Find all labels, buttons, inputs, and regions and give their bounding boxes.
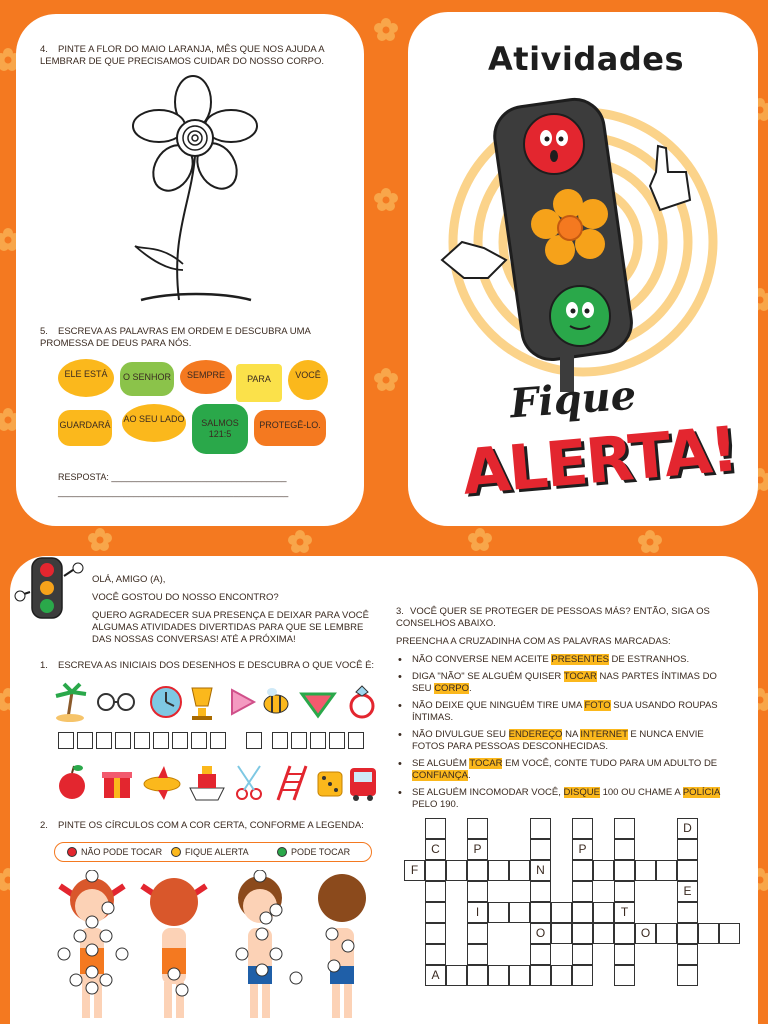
crossword-cell[interactable] [614,860,635,881]
crossword-cell[interactable] [656,923,677,944]
ring-icon [351,686,373,717]
crossword-cell[interactable] [509,965,530,986]
letter-box[interactable] [246,732,262,749]
green-light-face [550,286,610,346]
question-1-text: ESCREVA AS INICIAIS DOS DESENHOS E DESCUBRA O QUE VOCÊ É: [58,660,375,671]
cover-fique: Fique [508,371,638,428]
crossword-cell[interactable] [551,902,572,923]
crossword-cell[interactable] [467,860,488,881]
crossword-cell[interactable]: I [467,902,488,923]
boy-front-figure [238,876,282,1018]
letter-box[interactable] [310,732,326,749]
crossword-cell[interactable] [467,818,488,839]
crossword-cell[interactable] [614,818,635,839]
crossword-cell[interactable] [488,860,509,881]
question-1: 1. ESCREVA AS INICIAIS DOS DESENHOS E DESCUBRA O QUE VOCÊ É: [40,660,375,671]
dice-icon [318,772,342,796]
advice-item: • SE ALGUÉM TOCAR EM VOCÊ, CONTE TUDO PARA UM ADULTO DE CONFIANÇA. [396,758,731,782]
play-icon [232,690,254,714]
crossword-cell[interactable] [593,902,614,923]
bubble-sempre: SEMPRE [180,360,232,394]
crossword-cell[interactable] [488,902,509,923]
flower-drawing[interactable] [131,74,261,306]
crossword-cell[interactable] [719,923,740,944]
crossword-cell[interactable] [551,965,572,986]
bubble-protege-lo: PROTEGÊ-LO. [254,410,326,446]
red-dot-icon [67,847,77,857]
crossword-cell[interactable]: F [404,860,425,881]
crossword-cell[interactable] [572,944,593,965]
question-4-text: PINTE A FLOR DO MAIO LARANJA, MÊS QUE NOS AJUDA A LEMBRAR DE QUE PRECISAMOS CUIDAR DO NOSSO CORPO. [40,44,325,67]
crossword-cell[interactable]: C [425,839,446,860]
crossword-cell[interactable] [509,902,530,923]
palm-tree-icon [56,684,86,722]
crossword-cell[interactable] [572,965,593,986]
bus-icon [350,768,376,801]
crossword-cell[interactable] [446,965,467,986]
panel-questions-4-5 [16,14,364,526]
crossword-cell[interactable]: N [530,860,551,881]
bee-icon [264,688,288,713]
gift-icon [102,772,132,798]
crossword-cell[interactable] [677,923,698,944]
answer-line-2[interactable]: ______________________________________________ [58,487,289,497]
crossword-cell[interactable] [425,923,446,944]
crossword-cell[interactable]: D [677,818,698,839]
crossword-cell[interactable] [530,902,551,923]
intro-text: QUERO AGRADECER SUA PRESENÇA E DEIXAR PARA VOCÊ ALGUMAS ATIVIDADES DIVERTIDAS PARA QUE SE LEMBRE DAS NOSSAS CONVERSAS! ATÉ A PRÓXIMA! [92,610,369,645]
question-5: 5. ESCREVA AS PALAVRAS EM ORDEM E DESCUBRA UMA PROMESSA DE DEUS PARA NÓS. [40,326,311,349]
crossword-cell[interactable]: O [530,923,551,944]
advice-item: • NÃO DEIXE QUE NINGUÉM TIRE UMA FOTO SUA USANDO ROUPAS ÍNTIMAS. [396,700,731,724]
question-2-text: PINTE OS CÍRCULOS COM A COR CERTA, CONFORME A LEGENDA: [58,820,364,831]
bubble-voce: VOCÊ [288,360,328,400]
crossword-cell[interactable] [677,944,698,965]
boat-icon [190,766,224,800]
children-body-figures [50,870,380,1020]
letter-box[interactable] [77,732,93,749]
crossword-cell[interactable] [467,881,488,902]
crossword-cell[interactable] [530,818,551,839]
advice-item: • NÃO DIVULGUE SEU ENDEREÇO NA INTERNET E NUNCA ENVIE FOTOS PARA PESSOAS DESCONHECIDAS. [396,729,731,753]
crossword-cell[interactable]: A [425,965,446,986]
crossword-cell[interactable] [425,860,446,881]
crossword-cell[interactable] [572,902,593,923]
trophy-icon [192,688,212,720]
crossword-cell[interactable] [593,923,614,944]
glasses-icon [98,694,134,710]
red-light-face [524,114,584,174]
bubble-o-senhor: O SENHOR [120,362,174,396]
letter-box[interactable] [58,732,74,749]
question-5-text: ESCREVA AS PALAVRAS EM ORDEM E DESCUBRA UMA PROMESSA DE DEUS PARA NÓS. [40,326,311,349]
crossword-cell[interactable] [530,944,551,965]
answer-line-1[interactable]: RESPOSTA: ___________________________________ [58,472,287,482]
crossword-cell[interactable] [656,860,677,881]
crossword-cell[interactable] [467,965,488,986]
crossword-cell[interactable]: P [467,839,488,860]
bubble-para: PARA [236,364,282,402]
letter-box[interactable] [348,732,364,749]
crossword-cell[interactable] [425,881,446,902]
cover-alerta: ALERTA! [459,412,740,509]
apple-icon [59,765,85,799]
airplane-icon [144,766,180,800]
question-3: 3. VOCÊ QUER SE PROTEGER DE PESSOAS MÁS? ENTÃO, SIGA OS CONSELHOS ABAIXO. PREENCHA A CRUZADINHA COM AS PALAVRAS MARCADAS: • NÃO CONVERSE NEM ACEITE PRESENTES DE ESTRANHOS. • DIGA "NÃO" SE ALGUÉM QUISER TOCAR NAS PARTES ÍNTIMAS DO SEU CORPO. • NÃO DEIXE QUE NINGUÉM TIRE UMA FOTO SUA USANDO ROUPAS ÍNTIMAS. • NÃO DIVULGUE SEU ENDEREÇO NA INTERNET E NUNCA ENVIE FOTOS PARA PESSOAS DESCONHECIDAS. • SE ALGUÉM TOCAR EM VOCÊ, CONTE TUDO PARA UM ADULTO DE CONFIANÇA. • SE ALGUÉM INCOMODAR VOCÊ, DISQUE 100 OU CHAME A POLÍCIA PELO 190. [396,606,731,816]
legend-item-red: NÃO PODE TOCAR [67,847,162,857]
q1-icons-bottom [50,760,380,804]
crossword-cell[interactable] [572,818,593,839]
crossword-cell[interactable] [635,860,656,881]
crossword-cell[interactable] [677,965,698,986]
crossword-cell[interactable] [677,902,698,923]
crossword-cell[interactable] [467,944,488,965]
q1-icons-top [50,680,380,724]
letter-box[interactable] [134,732,150,749]
letter-box[interactable] [115,732,131,749]
legend-item-green: PODE TOCAR [277,847,350,857]
crossword-cell[interactable]: E [677,881,698,902]
letter-box[interactable] [272,732,288,749]
crossword-cell[interactable] [614,923,635,944]
question-4: 4. PINTE A FLOR DO MAIO LARANJA, MÊS QUE NOS AJUDA A LEMBRAR DE QUE PRECISAMOS CUIDAR DO NOSSO CORPO. [40,44,325,67]
crossword-cell[interactable] [614,944,635,965]
crossword-cell[interactable] [467,923,488,944]
advice-list [396,654,731,811]
intro-question: VOCÊ GOSTOU DO NOSSO ENCONTRO? [92,592,279,603]
intro-greeting: OLÁ, AMIGO (A), [92,574,166,585]
crossword-cell[interactable] [446,860,467,881]
clock-icon [151,687,181,717]
bubble-ao-seu-lado: AO SEU LADO [122,404,186,442]
question-3-instruction: PREENCHA A CRUZADINHA COM AS PALAVRAS MARCADAS: [396,636,671,647]
crossword-cell[interactable]: P [572,839,593,860]
watermelon-icon [302,694,334,716]
crossword-cell[interactable] [530,881,551,902]
color-legend [54,842,372,862]
crossword-cell[interactable] [425,902,446,923]
crossword-cell[interactable]: O [635,923,656,944]
letter-box[interactable] [191,732,207,749]
intro-message [92,574,382,652]
green-dot-icon [277,847,287,857]
advice-item: • NÃO CONVERSE NEM ACEITE PRESENTES DE ESTRANHOS. [396,654,731,666]
crossword-cell[interactable] [509,860,530,881]
letter-box[interactable] [172,732,188,749]
question-3-intro: VOCÊ QUER SE PROTEGER DE PESSOAS MÁS? ENTÃO, SIGA OS CONSELHOS ABAIXO. [396,606,710,629]
traffic-light-illustration [428,92,738,392]
crossword-cell[interactable] [572,923,593,944]
letter-box[interactable] [210,732,226,749]
crossword-cell[interactable] [614,881,635,902]
crossword-cell[interactable] [677,860,698,881]
bubble-ele-esta: ELE ESTÁ [58,359,114,397]
crossword-cell[interactable]: T [614,902,635,923]
bubble-salmos: SALMOS 121:5 [192,404,248,454]
advice-item: • DIGA "NÃO" SE ALGUÉM QUISER TOCAR NAS PARTES ÍNTIMAS DO SEU CORPO. [396,671,731,695]
crossword-cell[interactable] [551,923,572,944]
yellow-dot-icon [171,847,181,857]
crossword-cell[interactable] [425,818,446,839]
bubble-guardara: GUARDARÁ [58,410,112,446]
letter-box[interactable] [153,732,169,749]
crossword-cell[interactable] [614,965,635,986]
crossword-cell[interactable] [614,839,635,860]
panel-cover [408,12,758,526]
crossword-cell[interactable] [677,839,698,860]
letter-box[interactable] [291,732,307,749]
crossword-cell[interactable] [530,965,551,986]
question-2: 2. PINTE OS CÍRCULOS COM A COR CERTA, CONFORME A LEGENDA: [40,820,364,831]
letter-box[interactable] [329,732,345,749]
crossword-cell[interactable] [572,860,593,881]
advice-item: • SE ALGUÉM INCOMODAR VOCÊ, DISQUE 100 OU CHAME A POLÍCIA PELO 190. [396,787,731,811]
scissors-icon [237,766,261,799]
girl-back-figure [142,878,206,1018]
traffic-light-mascot-icon [14,556,90,628]
crossword-cell[interactable] [572,881,593,902]
crossword-cell[interactable] [593,860,614,881]
cover-title: Atividades [488,40,685,78]
panel-activities [10,556,758,1024]
crossword-cell[interactable] [698,923,719,944]
crossword-cell[interactable] [530,839,551,860]
legend-item-yellow: FIQUE ALERTA [171,847,249,857]
ladder-icon [278,766,306,800]
crossword-cell[interactable] [425,944,446,965]
crossword-cell[interactable] [488,965,509,986]
letter-box[interactable] [96,732,112,749]
